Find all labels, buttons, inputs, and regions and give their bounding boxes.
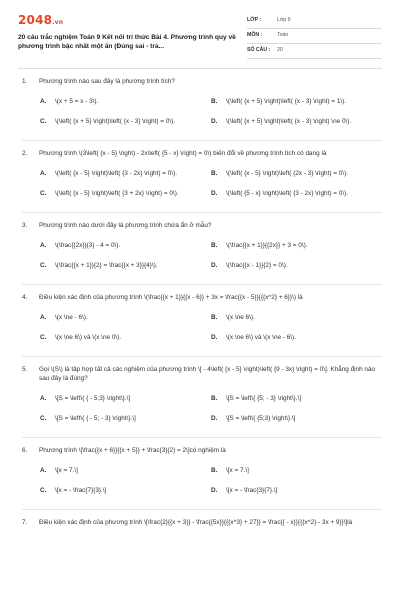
- answer-options: [22, 390, 382, 430]
- option-letter: B.: [211, 467, 218, 475]
- option-text: \(x \ne 6\) và \(x \ne - 6\).: [226, 334, 296, 342]
- option-letter: B.: [211, 98, 218, 106]
- option-letter: B.: [211, 170, 218, 178]
- option-text: \(\left( {x + 5} \right)\left( {x - 3} \right) = 0\).: [55, 118, 176, 126]
- document-title: 20 câu trắc nghiệm Toán 9 Kết nối tri thức Bài 4. Phương trình quy về phương trình bậc nhất một ẩn (Đúng sai - trả...: [18, 33, 236, 51]
- option-letter: D.: [211, 415, 218, 423]
- option-b[interactable]: [211, 93, 382, 113]
- option-b[interactable]: [211, 462, 382, 482]
- meta-label: MÔN :: [247, 32, 263, 39]
- answer-options: [22, 237, 382, 277]
- option-text: \(x \ne 6\).: [226, 314, 255, 322]
- option-letter: A.: [40, 467, 47, 475]
- option-b[interactable]: [211, 309, 382, 329]
- question-number: 5.: [22, 365, 28, 373]
- option-text: \[x = 7.\]: [55, 467, 78, 475]
- question-3: [22, 213, 382, 285]
- option-text: \[x = 7.\]: [226, 467, 249, 475]
- header-left: [18, 12, 243, 64]
- meta-label: LỚP :: [247, 17, 262, 24]
- question-text: Phương trình nào dưới đây là phương trình chứa ẩn ở mẫu?: [39, 221, 212, 229]
- option-text: \(\left( {x + 5} \right)\left( {x - 3} \right) = 1\).: [226, 98, 347, 106]
- answer-options: [22, 462, 382, 502]
- option-c[interactable]: [40, 113, 211, 133]
- option-text: \(\frac{{x + 1}}{2} = \frac{{x + 3}}{4}\).: [55, 262, 158, 270]
- option-letter: B.: [211, 314, 218, 322]
- option-letter: B.: [211, 242, 218, 250]
- question-number: 6.: [22, 446, 28, 454]
- option-b[interactable]: [211, 390, 382, 410]
- question-7: [22, 510, 382, 535]
- question-number: 1.: [22, 78, 28, 85]
- document-header: [0, 0, 400, 64]
- question-2: [22, 141, 382, 213]
- answer-options: [22, 93, 382, 133]
- option-c[interactable]: [40, 185, 211, 205]
- option-letter: A.: [40, 395, 47, 403]
- option-a[interactable]: [40, 390, 211, 410]
- option-letter: D.: [211, 262, 218, 270]
- question-number: 2.: [22, 149, 28, 157]
- question-list: [0, 69, 400, 535]
- meta-value: 20: [277, 47, 283, 54]
- option-letter: C.: [40, 262, 47, 270]
- option-a[interactable]: [40, 93, 211, 113]
- question-text: Điều kiện xác định của phương trình \[\frac{2}{{x + 3}} - \frac{{5x}}{{{x^3} + 27}} = \frac{{ - x}}{{{x^2} - 3x + 9}}\]là: [39, 518, 353, 526]
- option-text: \(\left( {x + 5} \right)\left( {x - 3} \right) \ne 0\).: [226, 118, 352, 126]
- meta-row-class: [247, 14, 382, 29]
- option-letter: C.: [40, 334, 47, 342]
- question-6: [22, 438, 382, 510]
- option-text: \(\left( {x - 5} \right)\left( {3 + 2x} \right) = 0\).: [55, 190, 179, 198]
- option-letter: D.: [211, 487, 218, 495]
- option-text: \[x = - \frac{3}{7}.\]: [226, 487, 278, 495]
- option-text: \(\frac{{2x}}{3} - 4 = 0\).: [55, 242, 121, 250]
- option-letter: C.: [40, 190, 47, 198]
- option-text: \[S = \left\{ {5;3} \right\}.\]: [226, 415, 296, 423]
- option-d[interactable]: [211, 113, 382, 133]
- question-text: Phương trình \[\frac{{x + 6}}{{x + 5}} + \frac{3}{2} = 2\]có nghiệm là: [39, 446, 226, 454]
- option-a[interactable]: [40, 165, 211, 185]
- answer-options: [22, 309, 382, 349]
- option-text: \[S = \left\{ { - 5; - 3} \right\}.\]: [55, 415, 136, 423]
- option-b[interactable]: [211, 237, 382, 257]
- meta-row-subject: [247, 29, 382, 44]
- option-a[interactable]: [40, 309, 211, 329]
- option-a[interactable]: [40, 462, 211, 482]
- option-d[interactable]: [211, 410, 382, 430]
- question-number: 3.: [22, 221, 28, 229]
- question-1: [22, 69, 382, 141]
- document-meta: [247, 14, 382, 64]
- option-d[interactable]: [211, 482, 382, 502]
- option-text: \[x = - \frac{7}{3}.\]: [55, 487, 107, 495]
- meta-value: Lớp 9: [277, 17, 291, 24]
- option-c[interactable]: [40, 410, 211, 430]
- option-text: \[S = \left\{ { - 5;3} \right\}.\]: [55, 395, 131, 403]
- site-logo[interactable]: [18, 12, 243, 29]
- logo-tld: .vn: [52, 19, 64, 26]
- option-letter: C.: [40, 118, 47, 126]
- logo-main: 2048: [18, 13, 53, 27]
- question-number: 4.: [22, 293, 28, 301]
- option-a[interactable]: [40, 237, 211, 257]
- question-text: Điều kiện xác định của phương trình \(\frac{{x + 1}}{{x - 6}} + 3x = \frac{{x - 5}}{{{x^2} + 6}}\) là: [39, 293, 303, 301]
- option-c[interactable]: [40, 257, 211, 277]
- option-text: \(\frac{{x - 1}}{2} = 0\).: [226, 262, 288, 270]
- option-letter: A.: [40, 170, 47, 178]
- answer-options: [22, 165, 382, 205]
- option-b[interactable]: [211, 165, 382, 185]
- option-d[interactable]: [211, 257, 382, 277]
- option-text: \(x \ne - 6\).: [55, 314, 88, 322]
- meta-row-count: [247, 44, 382, 59]
- option-letter: C.: [40, 415, 47, 423]
- option-letter: D.: [211, 334, 218, 342]
- option-c[interactable]: [40, 482, 211, 502]
- meta-value: Toán: [277, 32, 289, 39]
- option-text: \[S = \left\{ {5; - 3} \right\}.\]: [226, 395, 302, 403]
- option-letter: A.: [40, 98, 47, 106]
- option-d[interactable]: [211, 329, 382, 349]
- question-number: 7.: [22, 518, 28, 526]
- option-letter: B.: [211, 395, 218, 403]
- option-d[interactable]: [211, 185, 382, 205]
- option-text: \(\left( {x - 5} \right)\left( {2x - 3} \right) = 0\).: [226, 170, 348, 178]
- meta-label: SỐ CÂU :: [247, 47, 271, 54]
- option-text: \(x \ne 6\) và \(x \ne 0\).: [55, 334, 122, 342]
- option-text: \(\left( {5 - x} \right)\left( {3 - 2x} \right) = 0\).: [226, 190, 348, 198]
- question-text: Gọi \(S\) là tập hợp tất cả các nghiệm của phương trình \[ - 4\left( {x - 5} \right)\left( {9 - 3x} \right) = 0\]. Khẳng định nào sau đây là đúng?: [39, 365, 376, 382]
- question-4: [22, 285, 382, 357]
- question-text: Phương trình nào sau đây là phương trình tích?: [39, 78, 175, 85]
- question-5: [22, 357, 382, 438]
- option-letter: D.: [211, 190, 218, 198]
- option-text: \(\frac{{x + 1}}{{2x}} + 3 = 0\).: [226, 242, 308, 250]
- option-letter: A.: [40, 242, 47, 250]
- option-text: \(\left( {x - 5} \right)\left( {3 - 2x} \right) = 0\).: [55, 170, 177, 178]
- option-c[interactable]: [40, 329, 211, 349]
- option-letter: C.: [40, 487, 47, 495]
- option-letter: D.: [211, 118, 218, 126]
- option-text: \(x + 5 = x - 3\).: [55, 98, 99, 106]
- question-text: Phương trình \(3\left( {x - 5} \right) - 2x\left( {5 - x} \right) = 0\) biến đổi về phương trình tích có dạng là: [39, 149, 327, 157]
- option-letter: A.: [40, 314, 47, 322]
